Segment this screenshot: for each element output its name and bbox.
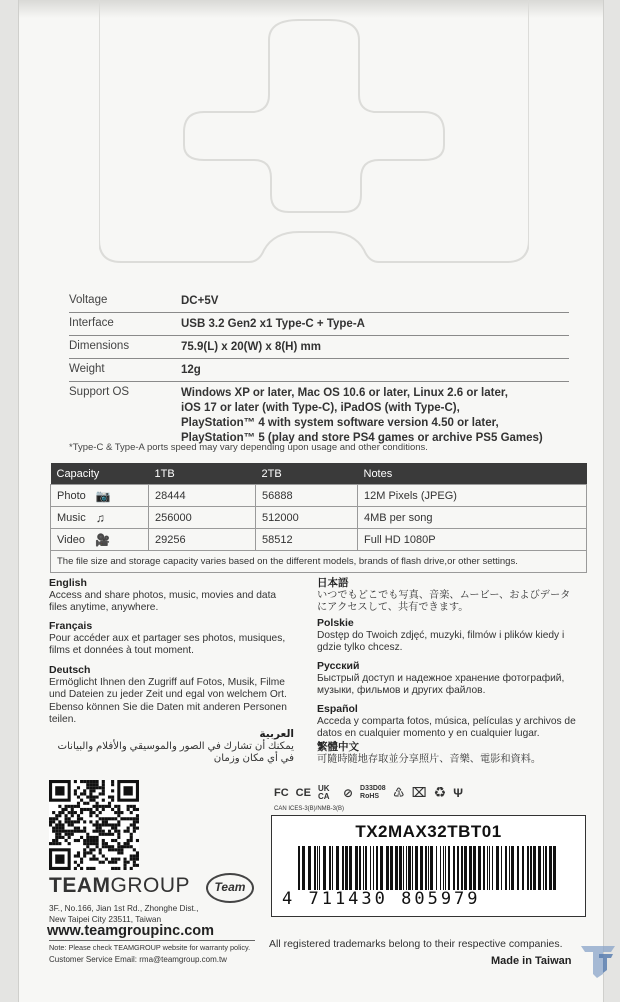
lang-title: Русский	[317, 660, 360, 672]
2tb-value: 58512	[256, 529, 358, 551]
notes-value: 4MB per song	[358, 507, 587, 529]
spec-value	[181, 294, 569, 309]
music-note-icon: ♫	[95, 510, 105, 525]
spec-row	[69, 382, 569, 449]
lang-text: Ermöglicht Ihnen den Zugriff auf Fotos, Musik, Filme und Dateien zu jeder Zeit und egal von welchem Ort. Ebenso können Sie die Daten mit anderen Personen teilen.	[49, 676, 287, 725]
notes-value: 12M Pixels (JPEG)	[358, 485, 587, 507]
1tb-value: 28444	[149, 485, 256, 507]
address-line: 3F., No.166, Jian 1st Rd., Zhonghe Dist.,	[49, 903, 199, 913]
spec-value-line: 75.9(L) x 20(W) x 8(H) mm	[181, 341, 321, 353]
capacity-row	[51, 529, 587, 551]
spec-key: Interface	[69, 317, 114, 329]
spec-key: Support OS	[69, 386, 130, 398]
2tb-value: 56888	[256, 485, 358, 507]
spec-value-line: USB 3.2 Gen2 x1 Type-C + Type-A	[181, 318, 365, 330]
lang-text: Pour accéder aux et partager ses photos, musiques, films et données à tout moment.	[49, 632, 286, 656]
spec-row	[69, 359, 569, 382]
capacity-table-header	[51, 463, 587, 485]
ices-text: CAN ICES-3(B)/NMB-3(B)	[274, 806, 345, 812]
capacity-table-footnote-row	[51, 551, 587, 573]
video-camera-icon: 🎥	[94, 532, 110, 547]
port-speed-note: *Type-C & Type-A ports speed may vary depending upon usage and other conditions.	[69, 442, 428, 453]
lang-text: Dostęp do Twoich zdjęć, muzyki, filmów i plików kiedy i gdzie tylko chcesz.	[317, 629, 565, 653]
spec-row	[69, 290, 569, 313]
website-link[interactable]: www.teamgroupinc.com	[47, 923, 215, 939]
lang-title: Polskie	[317, 617, 354, 629]
qr-code[interactable]	[49, 780, 139, 870]
spec-value	[181, 340, 569, 355]
spec-row	[69, 313, 569, 336]
camera-icon: 📷	[95, 488, 111, 503]
recycle-check-icon: ⊘	[342, 785, 354, 800]
spec-value-line: iOS 17 or later (with Type-C), iPadOS (with Type-C),	[181, 402, 460, 414]
notes-value: Full HD 1080P	[358, 529, 587, 551]
fcc-mark-icon: FC	[274, 786, 289, 799]
spec-value-line: Windows XP or later, Mac OS 10.6 or later, Linux 2.6 or later,	[181, 387, 508, 399]
team-badge-logo: Team	[206, 873, 254, 903]
language-block-fr	[49, 620, 294, 658]
spec-value	[181, 317, 569, 332]
spec-row	[69, 336, 569, 359]
spec-key: Weight	[69, 363, 105, 375]
lang-title: English	[49, 577, 87, 589]
capacity-type-cell	[51, 485, 149, 507]
spec-value-line: 12g	[181, 364, 201, 376]
sku-number: TX2MAX32TBT01	[355, 822, 502, 841]
package-window-outline	[99, 0, 529, 275]
capacity-table	[50, 463, 587, 573]
capacity-type-label: Video	[57, 533, 85, 546]
lang-text: 可隨時隨地存取並分享照片、音樂、電影和資料。	[317, 753, 542, 765]
teamgroup-logo	[49, 874, 190, 898]
capacity-footnote: The file size and storage capacity varies based on the different models, brands of flash drive,or other settings.	[51, 551, 587, 573]
logo-team: TEAM	[49, 874, 111, 897]
lang-title: 繁體中文	[317, 741, 359, 753]
capacity-type-cell	[51, 507, 149, 529]
spec-value	[181, 386, 569, 446]
lang-title: 日本語	[317, 577, 349, 589]
spec-value-line: PlayStation™ 5 (play and store PS4 games or archive PS5 Games)	[181, 432, 543, 444]
ce-mark-icon: CE	[295, 786, 311, 799]
header-notes: Notes	[358, 463, 587, 485]
watermark-logo-icon	[575, 940, 620, 980]
capacity-type-label: Photo	[57, 489, 86, 502]
lang-title: Deutsch	[49, 664, 91, 676]
barcode-number: 4 711430 805979	[282, 889, 481, 909]
capacity-type-label: Music	[57, 511, 86, 524]
spec-value-line: DC+5V	[181, 295, 219, 307]
spec-value-line: PlayStation™ 4 with system software version 4.50 or later,	[181, 417, 499, 429]
certification-icons	[274, 784, 463, 801]
spec-key: Dimensions	[69, 340, 130, 352]
language-block-pl	[317, 617, 579, 655]
language-block-de	[49, 664, 294, 727]
ukca-mark-icon: UK CA	[317, 783, 330, 801]
spec-value	[181, 363, 569, 378]
trademark-note: All registered trademarks belong to their respective companies.	[269, 938, 563, 950]
lang-title: Español	[317, 703, 358, 715]
language-block-ar	[49, 728, 294, 766]
header-capacity: Capacity	[51, 463, 149, 485]
barcode-label	[271, 815, 586, 917]
capacity-row	[51, 485, 587, 507]
lang-text: Быстрый доступ и надежное хранение фотографий, музыки, фильмов и других файлов.	[317, 672, 565, 696]
logo-group: GROUP	[110, 874, 191, 897]
company-address	[49, 903, 198, 924]
language-block-es	[317, 703, 579, 741]
lang-title: Français	[49, 620, 93, 632]
spec-key: Voltage	[69, 294, 108, 306]
recycle-icon: ♻	[433, 784, 447, 800]
language-block-ru	[317, 660, 579, 698]
barcode	[298, 846, 560, 890]
2tb-value: 512000	[256, 507, 358, 529]
header-2tb: 2TB	[256, 463, 358, 485]
lang-text: يمكنك أن تشارك في الصور والموسيقي والأفلام والبيانات في أي مكان وزمان	[57, 740, 294, 764]
glass-fork-icon: Ψ	[453, 785, 463, 800]
capacity-row	[51, 507, 587, 529]
lang-text: Access and share photos, music, movies and data files anytime, anywhere.	[49, 589, 277, 613]
1tb-value: 29256	[149, 529, 256, 551]
lang-text: いつでもどこでも写真、音楽、ムービー、およびデータにアクセスして、共有できます。	[317, 589, 571, 613]
warranty-note: Note: Please check TEAMGROUP website for warranty policy.	[49, 940, 255, 952]
customer-service-email: Customer Service Email: rma@teamgroup.com.tw	[49, 955, 227, 964]
lang-text: Acceda y comparta fotos, música, películas y archivos de datos en cualquier momento y en cualquier lugar.	[317, 715, 576, 739]
bin-icon: ⌧	[411, 784, 427, 800]
header-1tb: 1TB	[149, 463, 256, 485]
language-block-en	[49, 577, 294, 615]
1tb-value: 256000	[149, 507, 256, 529]
spec-table	[69, 290, 569, 449]
rohs-mark-icon: D33D08 RoHS	[360, 784, 386, 800]
address-line: New Taipei City 23511, Taiwan	[49, 913, 162, 924]
made-in-label: Made in Taiwan	[491, 955, 572, 967]
triangle-recycle-icon: ♳	[393, 784, 405, 800]
language-block-zh	[317, 741, 579, 766]
package-back	[18, 0, 604, 1002]
language-block-ja	[317, 577, 579, 615]
lang-title: العربية	[259, 728, 294, 740]
capacity-type-cell	[51, 529, 149, 551]
